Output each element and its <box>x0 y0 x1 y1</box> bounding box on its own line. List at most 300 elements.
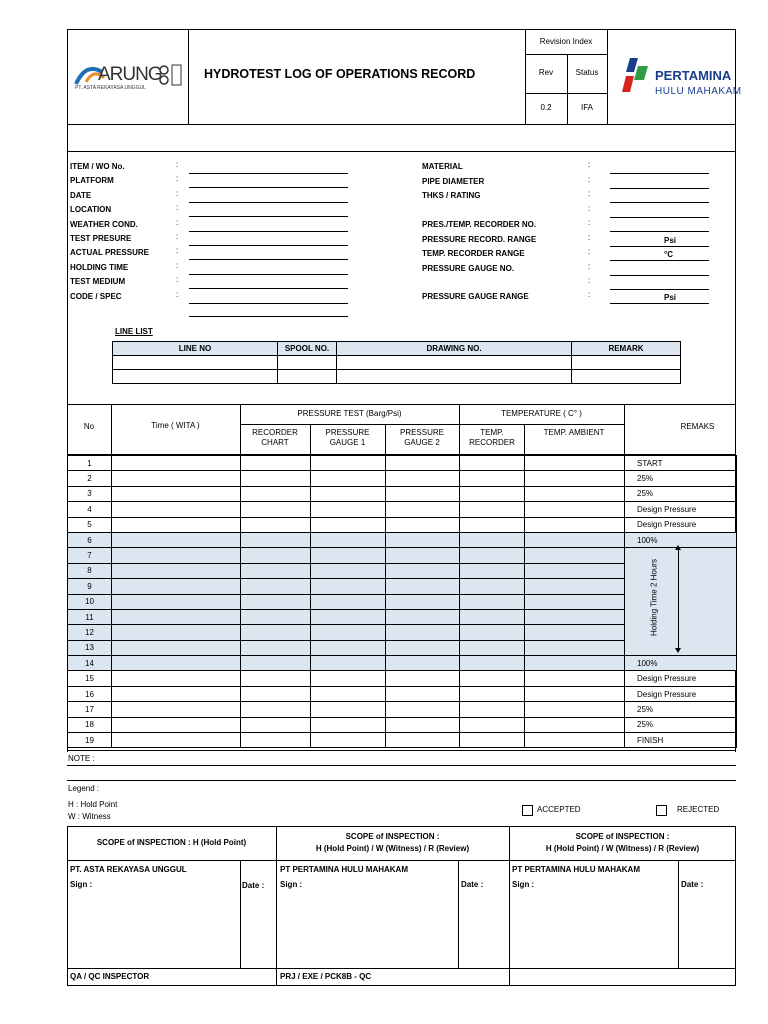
log-cell[interactable] <box>460 579 525 594</box>
log-cell[interactable] <box>460 517 525 532</box>
note-label: NOTE : <box>68 754 95 763</box>
log-cell[interactable] <box>112 594 241 609</box>
role-rule <box>67 968 736 969</box>
row-remark: Design Pressure <box>625 502 737 517</box>
log-cell[interactable] <box>386 733 460 748</box>
log-cell[interactable] <box>241 471 311 486</box>
line-list-cell[interactable] <box>278 370 337 384</box>
field-input-line[interactable] <box>610 246 709 247</box>
status-label: Status <box>575 68 599 77</box>
legend-title: Legend : <box>68 784 100 793</box>
log-cell[interactable] <box>311 640 386 655</box>
row-remark: 25% <box>625 471 737 486</box>
col-no-header: No <box>83 422 95 431</box>
field-label: TEST MEDIUM <box>70 277 126 287</box>
log-hdr-div-7 <box>624 404 625 455</box>
field-input-line[interactable] <box>189 216 348 217</box>
log-cell[interactable] <box>460 502 525 517</box>
log-cell[interactable] <box>241 486 311 501</box>
pertamina-name: PERTAMINA <box>655 68 732 83</box>
field-colon: : <box>588 160 591 169</box>
sign-label-1: Sign : <box>70 880 93 889</box>
field-input-line[interactable] <box>189 288 348 289</box>
field-input-line[interactable] <box>189 259 348 260</box>
log-cell[interactable] <box>311 717 386 732</box>
date-label-2: Date : <box>461 880 484 889</box>
table-row <box>68 579 737 594</box>
log-cell[interactable] <box>386 656 460 671</box>
field-colon: : <box>176 217 179 227</box>
field-input-line[interactable] <box>610 173 709 174</box>
field-colon: : <box>588 276 591 285</box>
row-number: 2 <box>68 471 112 486</box>
log-cell[interactable] <box>525 486 625 501</box>
row-remark: 25% <box>625 717 737 732</box>
field-input-line[interactable] <box>610 231 709 232</box>
field-colon: : <box>176 275 179 285</box>
log-cell[interactable] <box>311 594 386 609</box>
field-colon: : <box>588 247 591 256</box>
field-input-line[interactable] <box>610 289 709 290</box>
field-input-line[interactable] <box>189 173 348 174</box>
field-input-line[interactable] <box>189 187 348 188</box>
table-row <box>68 609 737 624</box>
log-cell[interactable] <box>112 502 241 517</box>
accepted-checkbox[interactable] <box>522 805 533 816</box>
row-number: 7 <box>68 548 112 563</box>
log-cell[interactable] <box>112 656 241 671</box>
holding-arrow-line <box>678 548 679 651</box>
log-cell[interactable] <box>525 686 625 701</box>
table-row <box>68 686 737 701</box>
log-cell[interactable] <box>112 686 241 701</box>
field-input-line[interactable] <box>189 274 348 275</box>
field-colon: : <box>588 290 591 299</box>
log-cell[interactable] <box>386 548 460 563</box>
row-remark: FINISH <box>625 733 737 748</box>
log-cell[interactable] <box>386 686 460 701</box>
table-row <box>68 702 737 717</box>
status-value: IFA <box>580 103 593 112</box>
log-cell[interactable] <box>386 609 460 624</box>
log-cell[interactable] <box>525 456 625 471</box>
header-divider-status <box>607 29 608 125</box>
sign-label-3: Sign : <box>512 880 535 889</box>
log-cell[interactable] <box>386 671 460 686</box>
log-cell[interactable] <box>525 656 625 671</box>
table-row <box>68 625 737 640</box>
row-number: 19 <box>68 733 112 748</box>
field-label: TEMP. RECORDER RANGE <box>422 249 525 258</box>
temp-ambient-header: TEMP. AMBIENT <box>543 428 605 437</box>
row-remark <box>625 625 737 640</box>
row-remark: Design Pressure <box>625 671 737 686</box>
log-cell[interactable] <box>386 502 460 517</box>
log-cell[interactable] <box>460 486 525 501</box>
line-list-cell[interactable] <box>337 356 572 370</box>
log-cell[interactable] <box>241 609 311 624</box>
log-cell[interactable] <box>311 456 386 471</box>
log-cell[interactable] <box>241 517 311 532</box>
date-div-3 <box>678 860 679 968</box>
table-row <box>68 717 737 732</box>
log-cell[interactable] <box>386 456 460 471</box>
line-list-cell[interactable] <box>337 370 572 384</box>
date-div-2 <box>458 860 459 968</box>
field-colon: : <box>176 232 179 241</box>
remaks-header: REMAKS <box>680 422 715 431</box>
line-list-title: LINE LIST <box>115 327 153 336</box>
log-cell[interactable] <box>386 594 460 609</box>
sign-label-2: Sign : <box>280 880 303 889</box>
log-cell[interactable] <box>525 609 625 624</box>
log-cell[interactable] <box>386 579 460 594</box>
field-colon: : <box>588 203 591 213</box>
log-cell[interactable] <box>241 563 311 578</box>
gauge1-header: PRESSURE GAUGE 1 <box>325 428 370 447</box>
log-cell[interactable] <box>311 486 386 501</box>
log-cell[interactable] <box>525 733 625 748</box>
row-remark: START <box>625 456 737 471</box>
field-colon: : <box>176 246 179 256</box>
log-cell[interactable] <box>311 471 386 486</box>
field-unit: °C <box>664 250 673 259</box>
note-rule-1 <box>67 765 736 766</box>
field-input-line[interactable] <box>610 275 709 276</box>
row-remark: 100% <box>625 656 737 671</box>
row-number: 9 <box>68 579 112 594</box>
log-cell[interactable] <box>460 702 525 717</box>
gauge2-header: PRESSURE GAUGE 2 <box>399 428 444 447</box>
log-cell[interactable] <box>241 548 311 563</box>
row-number: 13 <box>68 640 112 655</box>
log-cell[interactable] <box>525 640 625 655</box>
table-row <box>68 671 737 686</box>
row-remark <box>625 563 737 578</box>
line-list-cell[interactable] <box>113 356 278 370</box>
log-cell[interactable] <box>460 471 525 486</box>
header-divider-logo <box>188 29 189 125</box>
log-cell[interactable] <box>241 579 311 594</box>
field-input-line[interactable] <box>189 231 348 232</box>
row-remark <box>625 548 737 563</box>
scope-col1: SCOPE of INSPECTION : H (Hold Point) <box>96 838 247 847</box>
arung-logo-subtitle: PT. ASTA REKAYASA UNGGUL <box>75 85 146 91</box>
sign-company-1: PT. ASTA REKAYASA UNGGUL <box>70 865 187 874</box>
drawing-no-header: DRAWING NO. <box>337 342 572 356</box>
log-cell[interactable] <box>525 625 625 640</box>
field-colon: : <box>176 203 179 213</box>
log-cell[interactable] <box>460 456 525 471</box>
log-cell[interactable] <box>112 579 241 594</box>
table-row <box>68 502 737 517</box>
log-cell[interactable] <box>386 625 460 640</box>
scope-col2-line1: SCOPE of INSPECTION : <box>345 832 440 841</box>
log-hdr-div-6 <box>524 424 525 455</box>
line-list-cell[interactable] <box>572 356 681 370</box>
field-input-line[interactable] <box>189 202 348 203</box>
log-cell[interactable] <box>460 656 525 671</box>
field-label: PRESSURE GAUGE RANGE <box>422 292 529 301</box>
field-colon: : <box>176 260 179 270</box>
log-cell[interactable] <box>112 563 241 578</box>
log-cell[interactable] <box>525 502 625 517</box>
row-remark: Design Pressure <box>625 686 737 701</box>
log-cell[interactable] <box>386 532 460 547</box>
scope-rule <box>67 860 736 861</box>
field-input-line[interactable] <box>610 303 709 304</box>
log-cell[interactable] <box>112 640 241 655</box>
log-cell[interactable] <box>311 733 386 748</box>
row-remark <box>625 579 737 594</box>
line-no-header: LINE NO <box>113 342 278 356</box>
log-cell[interactable] <box>241 686 311 701</box>
line-list-cell[interactable] <box>113 370 278 384</box>
log-cell[interactable] <box>386 702 460 717</box>
line-list-table <box>112 341 681 384</box>
field-label: ACTUAL PRESSURE <box>70 248 149 258</box>
log-cell[interactable] <box>386 717 460 732</box>
log-cell[interactable] <box>241 717 311 732</box>
log-cell[interactable] <box>386 471 460 486</box>
log-cell[interactable] <box>311 625 386 640</box>
row-number: 11 <box>68 609 112 624</box>
rejected-checkbox[interactable] <box>656 805 667 816</box>
pertamina-logo-mark <box>620 56 654 96</box>
pertamina-logo <box>620 56 742 100</box>
log-cell[interactable] <box>525 517 625 532</box>
arung-logo <box>72 58 184 98</box>
page-title: HYDROTEST LOG OF OPERATIONS RECORD <box>204 67 476 81</box>
note-top-rule <box>67 750 736 751</box>
log-cell[interactable] <box>112 548 241 563</box>
field-colon: : <box>176 289 179 299</box>
rev-label: Rev <box>538 68 554 77</box>
log-cell[interactable] <box>311 517 386 532</box>
header-rule-2 <box>525 93 607 94</box>
temperature-header: TEMPERATURE ( C° ) <box>501 409 582 418</box>
row-number: 6 <box>68 532 112 547</box>
holding-time-label: Holding Time 2 Hours <box>649 559 659 636</box>
log-cell[interactable] <box>311 579 386 594</box>
date-label-1: Date : <box>242 881 265 890</box>
sign-company-3: PT PERTAMINA HULU MAHAKAM <box>512 865 640 874</box>
line-list-cell[interactable] <box>278 356 337 370</box>
field-label: PLATFORM <box>70 176 114 186</box>
log-cell[interactable] <box>460 609 525 624</box>
log-cell[interactable] <box>112 717 241 732</box>
scope-col3-line1: SCOPE of INSPECTION : <box>575 832 670 841</box>
row-remark <box>625 609 737 624</box>
temp-recorder-header: TEMP. RECORDER <box>469 428 515 447</box>
log-cell[interactable] <box>460 671 525 686</box>
log-cell[interactable] <box>241 640 311 655</box>
field-label: TEST PRESURE <box>70 234 132 243</box>
log-cell[interactable] <box>525 594 625 609</box>
field-input-line[interactable] <box>610 260 709 261</box>
field-label: PRESSURE GAUGE NO. <box>422 263 515 273</box>
log-cell[interactable] <box>241 625 311 640</box>
log-cell[interactable] <box>460 686 525 701</box>
sign-company-2: PT PERTAMINA HULU MAHAKAM <box>280 865 408 874</box>
row-number: 10 <box>68 594 112 609</box>
field-colon: : <box>176 174 179 184</box>
log-cell[interactable] <box>460 717 525 732</box>
table-row <box>68 733 737 748</box>
field-input-line[interactable] <box>610 202 709 203</box>
log-cell[interactable] <box>241 532 311 547</box>
log-cell[interactable] <box>112 733 241 748</box>
legend-hold: H : Hold Point <box>68 800 118 809</box>
rejected-label: REJECTED <box>677 805 720 814</box>
role-1: QA / QC INSPECTOR <box>70 972 150 981</box>
log-cell[interactable] <box>241 702 311 717</box>
row-number: 1 <box>68 456 112 471</box>
log-cell[interactable] <box>241 671 311 686</box>
legend-witness: W : Witness <box>68 812 111 821</box>
field-unit: Psi <box>664 235 677 245</box>
field-unit: Psi <box>664 293 677 302</box>
log-cell[interactable] <box>112 517 241 532</box>
row-number: 15 <box>68 671 112 686</box>
field-label: HOLDING TIME <box>70 262 129 272</box>
log-cell[interactable] <box>460 640 525 655</box>
holding-arrow-top <box>675 545 681 550</box>
blank-header-row <box>67 124 736 152</box>
log-cell[interactable] <box>386 640 460 655</box>
table-row <box>68 640 737 655</box>
table-row <box>68 456 737 471</box>
field-input-line[interactable] <box>610 188 709 189</box>
field-input-line[interactable] <box>610 217 709 218</box>
log-cell[interactable] <box>241 733 311 748</box>
field-input-line[interactable] <box>189 303 348 304</box>
log-cell[interactable] <box>112 702 241 717</box>
header-divider-rev <box>567 54 568 125</box>
date-label-3: Date : <box>681 880 704 889</box>
remark-header: REMARK <box>572 342 681 356</box>
field-colon: : <box>588 218 591 227</box>
log-cell[interactable] <box>460 563 525 578</box>
log-cell[interactable] <box>112 471 241 486</box>
log-cell[interactable] <box>311 502 386 517</box>
field-label: WEATHER COND. <box>70 219 138 229</box>
field-input-line[interactable] <box>189 245 348 246</box>
log-cell[interactable] <box>241 502 311 517</box>
table-row <box>68 471 737 486</box>
log-cell[interactable] <box>311 563 386 578</box>
table-row <box>68 656 737 671</box>
log-cell[interactable] <box>386 563 460 578</box>
log-cell[interactable] <box>112 486 241 501</box>
field-label: LOCATION <box>70 205 112 215</box>
log-cell[interactable] <box>525 702 625 717</box>
log-cell[interactable] <box>112 532 241 547</box>
role-2: PRJ / EXE / PCK8B - QC <box>280 972 372 981</box>
row-remark: 25% <box>625 486 737 501</box>
field-label: CODE / SPEC <box>70 291 122 301</box>
col-time-header: Time ( WITA ) <box>151 421 200 430</box>
arung-logo-text: ARUNG <box>98 64 162 85</box>
log-cell[interactable] <box>525 579 625 594</box>
field-label: PRES./TEMP. RECORDER NO. <box>422 220 537 229</box>
log-cell[interactable] <box>460 532 525 547</box>
log-cell[interactable] <box>386 517 460 532</box>
spool-no-header: SPOOL NO. <box>278 342 337 356</box>
revision-index-label: Revision Index <box>539 37 593 46</box>
row-remark <box>625 594 737 609</box>
log-cell[interactable] <box>525 532 625 547</box>
row-remark: Design Pressure <box>625 517 737 532</box>
pertamina-sub: HULU MAHAKAM <box>655 86 742 97</box>
row-number: 3 <box>68 486 112 501</box>
log-cell[interactable] <box>311 702 386 717</box>
log-cell[interactable] <box>311 532 386 547</box>
field-colon: : <box>176 160 179 169</box>
row-number: 12 <box>68 625 112 640</box>
field-colon: : <box>588 232 591 242</box>
holding-arrow-bottom <box>675 648 681 653</box>
log-cell[interactable] <box>311 671 386 686</box>
scope-col3-line2: H (Hold Point) / W (Witness) / R (Review) <box>545 844 700 853</box>
log-cell[interactable] <box>525 671 625 686</box>
log-cell[interactable] <box>525 717 625 732</box>
log-hdr-rule <box>240 424 624 425</box>
table-row <box>68 517 737 532</box>
log-cell[interactable] <box>525 548 625 563</box>
row-number: 4 <box>68 502 112 517</box>
field-label: THKS / RATING <box>422 191 481 200</box>
log-cell[interactable] <box>112 609 241 624</box>
field-colon: : <box>588 174 591 184</box>
log-cell[interactable] <box>460 625 525 640</box>
log-cell[interactable] <box>525 471 625 486</box>
log-cell[interactable] <box>460 733 525 748</box>
header-rule-1 <box>525 54 607 55</box>
scope-col2-line2: H (Hold Point) / W (Witness) / R (Review) <box>315 844 470 853</box>
log-cell[interactable] <box>311 548 386 563</box>
log-cell[interactable] <box>112 625 241 640</box>
log-cell[interactable] <box>311 609 386 624</box>
log-cell[interactable] <box>460 594 525 609</box>
row-number: 5 <box>68 517 112 532</box>
table-row <box>68 532 737 547</box>
field-colon: : <box>176 188 179 198</box>
accepted-label: ACCEPTED <box>537 805 581 814</box>
table-row <box>68 548 737 563</box>
row-number: 8 <box>68 563 112 578</box>
log-cell[interactable] <box>112 456 241 471</box>
recorder-chart-header: RECORDER CHART <box>252 428 298 447</box>
log-cell[interactable] <box>241 594 311 609</box>
log-cell[interactable] <box>386 486 460 501</box>
log-cell[interactable] <box>311 656 386 671</box>
row-number: 17 <box>68 702 112 717</box>
log-hdr-div-3 <box>310 424 311 455</box>
field-label: PIPE DIAMETER <box>422 176 485 186</box>
row-number: 16 <box>68 686 112 701</box>
code-spec-extra-line <box>189 316 348 317</box>
log-cell[interactable] <box>112 671 241 686</box>
log-hdr-div-4 <box>385 424 386 455</box>
log-cell[interactable] <box>525 563 625 578</box>
log-cell[interactable] <box>241 656 311 671</box>
line-list-cell[interactable] <box>572 370 681 384</box>
log-cell[interactable] <box>311 686 386 701</box>
log-cell[interactable] <box>241 456 311 471</box>
log-cell[interactable] <box>460 548 525 563</box>
field-label: ITEM / WO No. <box>70 162 125 171</box>
